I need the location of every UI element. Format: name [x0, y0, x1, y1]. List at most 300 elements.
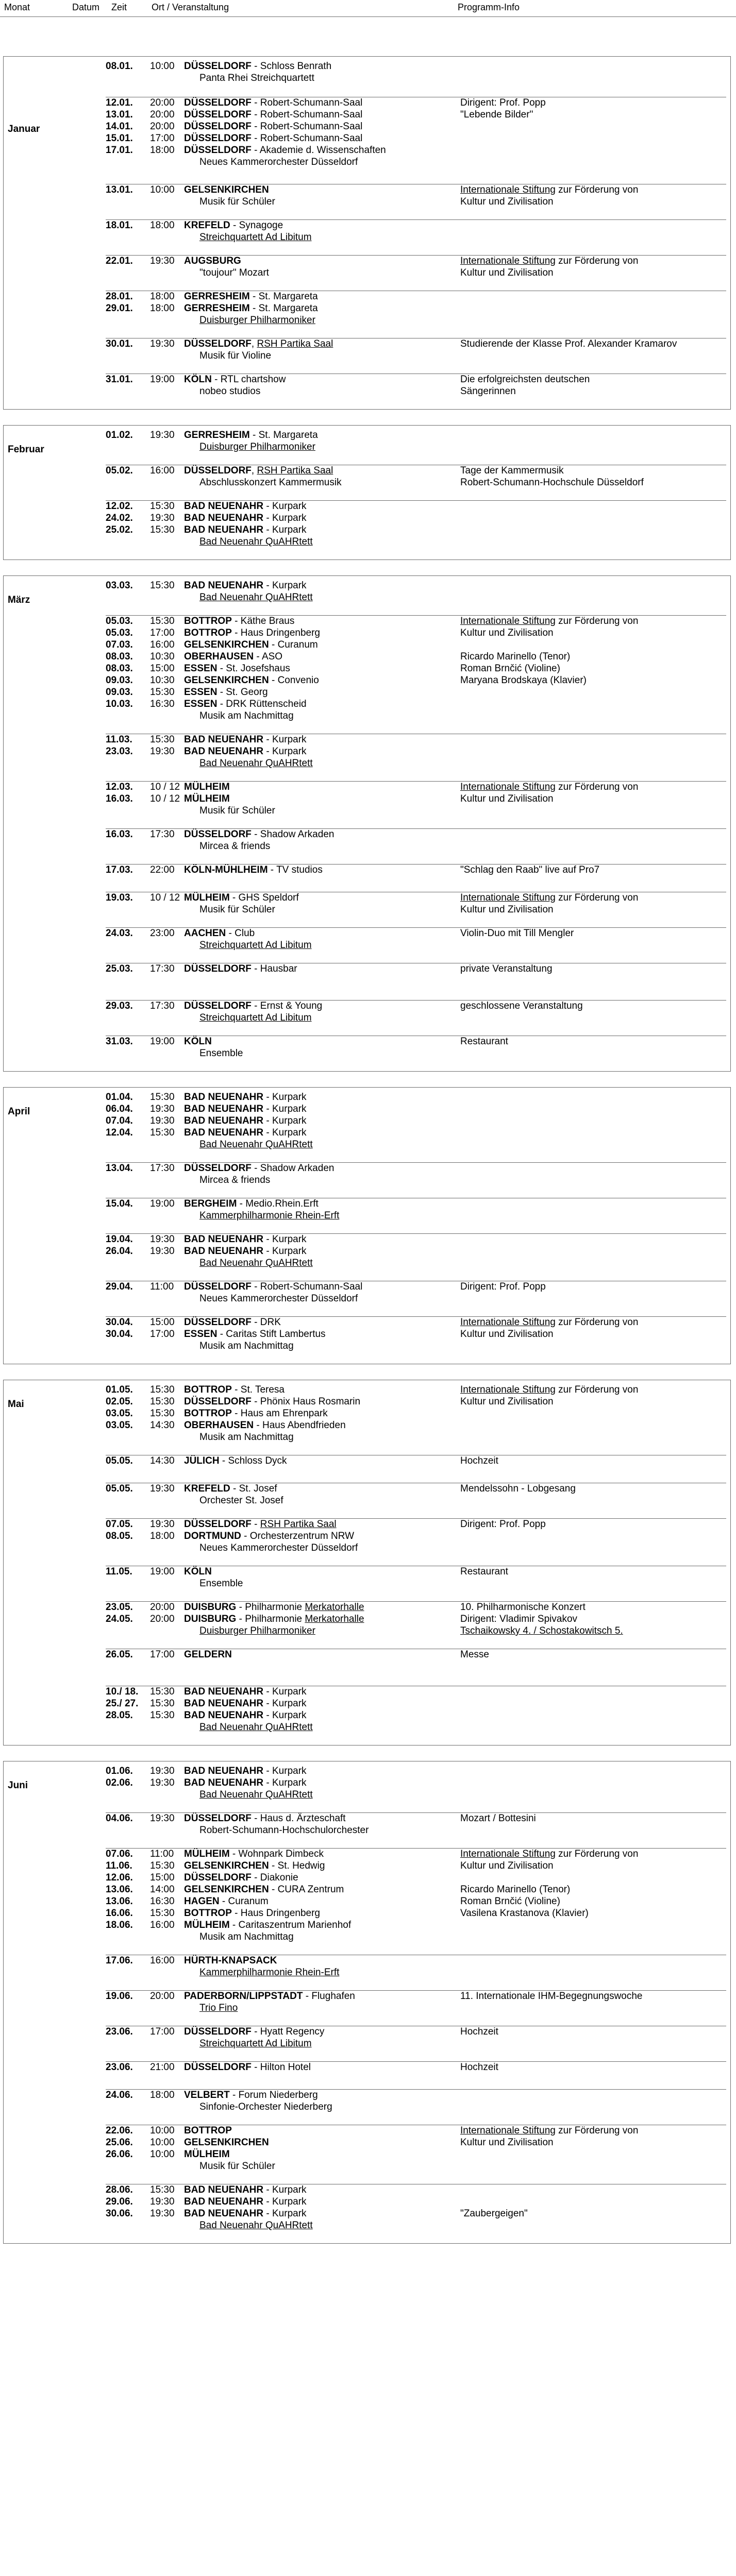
event-date: 05.03. [106, 616, 133, 626]
event-place [184, 1246, 307, 1257]
event-venue: - Schloss Benrath [251, 61, 332, 72]
event-venue: - Hausbar [251, 963, 297, 974]
event-city: DORTMUND [184, 1531, 241, 1541]
event-city: ESSEN [184, 1329, 218, 1340]
program-info: Kultur und Zivilisation [460, 1860, 554, 1871]
ensemble-link[interactable]: Kammerphilharmonie Rhein-Erft [199, 1967, 340, 1978]
foundation-link[interactable]: Internationale Stiftung [460, 2125, 556, 2136]
event-venue-link[interactable]: RSH Partika Saal [260, 1519, 337, 1530]
event-time: 17:00 [150, 1329, 175, 1340]
event-row [106, 1246, 726, 1258]
event-city: BOTTROP [184, 1384, 232, 1395]
event-row [106, 651, 726, 663]
event-city: GERRESHEIM [184, 291, 250, 302]
event-city: DÜSSELDORF [184, 97, 252, 108]
event-time: 17:30 [150, 1001, 175, 1011]
event-time: 10:00 [150, 184, 175, 195]
event-city: DÜSSELDORF [184, 121, 252, 132]
event-place [184, 892, 299, 904]
ensemble-link[interactable]: Bad Neuenahr QuAHRtett [199, 2220, 313, 2231]
program-info: Dirigent: Vladimir Spivakov [460, 1614, 578, 1624]
event-place [184, 1127, 307, 1139]
event-time: 15:00 [150, 1317, 175, 1328]
program-info: Tage der Kammermusik [460, 465, 564, 476]
program-info [460, 1849, 638, 1860]
event-row [106, 2137, 726, 2149]
ensemble-link[interactable]: Bad Neuenahr QuAHRtett [199, 536, 313, 547]
ensemble-link[interactable]: Streichquartett Ad Libitum [199, 2038, 312, 2049]
event-row [106, 2026, 726, 2038]
program-info: "Schlag den Raab" live auf Pro7 [460, 865, 600, 875]
ensemble-name: Neues Kammerorchester Düsseldorf [199, 1293, 358, 1304]
event-row [106, 1602, 726, 1614]
event-group [106, 1316, 726, 1361]
event-city: GELSENKIRCHEN [184, 184, 269, 195]
event-venue-link[interactable]: Merkatorhalle [305, 1614, 364, 1624]
event-date: 29.04. [106, 1281, 133, 1292]
program-info: private Veranstaltung [460, 963, 553, 974]
event-venue: - Kurpark [263, 1115, 307, 1126]
event-place [184, 782, 230, 793]
event-date: 18.06. [106, 1920, 133, 1930]
event-venue: - Hilton Hotel [251, 2062, 311, 2073]
ensemble-link[interactable]: Bad Neuenahr QuAHRtett [199, 1258, 313, 1268]
event-venue: - Shadow Arkaden [251, 829, 334, 840]
ensemble-link[interactable]: Streichquartett Ad Libitum [199, 232, 312, 243]
event-venue: - Haus Dringenberg [231, 1908, 320, 1919]
event-time: 10:00 [150, 2137, 175, 2148]
event-time: 16:30 [150, 699, 175, 709]
event-time: 18:00 [150, 145, 175, 156]
event-row [106, 746, 726, 758]
event-place [184, 628, 320, 639]
event-ensemble-row [106, 267, 726, 279]
event-time: 14:30 [150, 1455, 175, 1466]
event-row [106, 1317, 726, 1329]
event-place [184, 1649, 232, 1660]
event-place [184, 1519, 337, 1530]
event-venue: - St. Georg [217, 687, 268, 698]
event-group [106, 500, 726, 556]
program-info [460, 2125, 638, 2137]
event-city: DÜSSELDORF [184, 61, 252, 72]
event-ensemble-row [106, 1175, 726, 1187]
event-date: 23.06. [106, 2026, 133, 2037]
event-venue: - GHS Speldorf [229, 892, 299, 903]
event-place [184, 1531, 354, 1542]
event-date: 25./ 27. [106, 1698, 139, 1709]
event-group [106, 927, 726, 963]
event-ensemble-row [106, 1432, 726, 1444]
event-time: 15:30 [150, 616, 175, 626]
event-place [184, 513, 307, 524]
event-place [184, 1614, 364, 1625]
ensemble-link[interactable]: Kammerphilharmonie Rhein-Erft [199, 1210, 340, 1221]
event-row [106, 1884, 726, 1896]
event-date: 10./ 18. [106, 1686, 139, 1697]
event-row [106, 628, 726, 639]
program-info: Dirigent: Prof. Popp [460, 1519, 546, 1530]
program-info: Robert-Schumann-Hochschule Düsseldorf [460, 477, 644, 488]
event-city: DÜSSELDORF [184, 109, 252, 120]
event-city: DÜSSELDORF [184, 1163, 252, 1174]
event-date: 29.03. [106, 1001, 133, 1011]
event-place [184, 2208, 307, 2219]
event-city: KÖLN [184, 1036, 212, 1047]
event-place [184, 1384, 285, 1396]
event-venue: - Kurpark [263, 1686, 307, 1697]
event-venue: - Diakonie [251, 1872, 298, 1883]
event-venue: - Orchesterzentrum NRW [241, 1531, 355, 1541]
program-info: Kultur und Zivilisation [460, 904, 554, 915]
ensemble-link[interactable]: Streichquartett Ad Libitum [199, 940, 312, 951]
month-label: März [8, 595, 30, 605]
event-venue: - Kurpark [263, 1234, 307, 1245]
foundation-link[interactable]: Internationale Stiftung [460, 616, 556, 626]
event-city: DÜSSELDORF [184, 145, 252, 156]
event-time: 17:30 [150, 1163, 175, 1174]
event-group [106, 1812, 726, 1848]
event-date: 08.05. [106, 1531, 133, 1541]
event-venue-link[interactable]: Merkatorhalle [305, 1602, 364, 1613]
event-city: HAGEN [184, 1896, 220, 1907]
ensemble-name: Abschlusskonzert Kammermusik [199, 477, 342, 488]
event-date: 30.06. [106, 2208, 133, 2219]
ensemble-link[interactable]: Duisburger Philharmoniker [199, 315, 315, 326]
event-time: 19:30 [150, 1777, 175, 1788]
event-date: 16.06. [106, 1908, 133, 1919]
event-city: BAD NEUENAHR [184, 513, 264, 523]
col-monat: Monat [4, 2, 30, 12]
event-place [184, 793, 230, 805]
foundation-link[interactable]: Internationale Stiftung [460, 782, 556, 792]
event-city: BAD NEUENAHR [184, 734, 264, 745]
event-city: GELSENKIRCHEN [184, 2137, 269, 2148]
event-row [106, 1483, 726, 1495]
foundation-link[interactable]: Internationale Stiftung [460, 256, 556, 266]
event-venue: - Medio.Rhein.Erft [237, 1198, 319, 1209]
event-city: DÜSSELDORF [184, 1001, 252, 1011]
event-date: 12.02. [106, 501, 133, 512]
event-row [106, 1198, 726, 1210]
event-city: KREFELD [184, 220, 230, 231]
event-place [184, 1163, 334, 1174]
event-row [106, 1408, 726, 1420]
event-date: 18.01. [106, 220, 133, 231]
event-venue: - Ernst & Young [251, 1001, 323, 1011]
program-info [460, 256, 638, 267]
event-time: 20:00 [150, 121, 175, 132]
event-row [106, 1420, 726, 1432]
event-time: 15:30 [150, 2184, 175, 2195]
event-group [106, 1162, 726, 1198]
event-date: 30.01. [106, 338, 133, 349]
event-venue: - Wohnpark Dimbeck [229, 1849, 324, 1859]
event-city: BAD NEUENAHR [184, 2208, 264, 2219]
event-group [106, 2125, 726, 2184]
event-group [106, 2026, 726, 2061]
ensemble-name: Panta Rhei Streichquartett [199, 73, 314, 83]
event-city: DÜSSELDORF [184, 1872, 252, 1883]
month-block [3, 1087, 731, 1364]
program-info-text: zur Förderung von [555, 782, 639, 792]
event-row [106, 865, 726, 876]
event-city: BAD NEUENAHR [184, 2196, 264, 2207]
event-date: 15.01. [106, 133, 133, 144]
event-ensemble-row [106, 1931, 726, 1943]
event-time: 18:00 [150, 291, 175, 302]
program-info: Hochzeit [460, 1455, 498, 1466]
event-venue-link[interactable]: RSH Partika Saal [257, 338, 333, 349]
event-place [184, 374, 286, 385]
event-city: BAD NEUENAHR [184, 1104, 264, 1114]
event-row [106, 1115, 726, 1127]
ensemble-link[interactable]: Bad Neuenahr QuAHRtett [199, 1789, 313, 1800]
event-date: 05.03. [106, 628, 133, 638]
event-time: 15:30 [150, 1384, 175, 1395]
event-date: 11.06. [106, 1860, 132, 1871]
event-place [184, 663, 290, 674]
event-date: 11.03. [106, 734, 132, 745]
event-place [184, 1955, 277, 1967]
event-row [106, 1766, 726, 1777]
event-place [184, 699, 307, 710]
event-city: DÜSSELDORF [184, 338, 252, 349]
foundation-link[interactable]: Internationale Stiftung [460, 184, 556, 195]
program-info: Sängerinnen [460, 386, 516, 397]
event-city: BERGHEIM [184, 1198, 237, 1209]
event-city: KÖLN-MÜHLHEIM [184, 865, 268, 875]
event-time: 10:30 [150, 675, 175, 686]
event-place [184, 1884, 344, 1895]
event-row [106, 109, 726, 121]
event-date: 12.03. [106, 782, 133, 792]
event-place [184, 1991, 355, 2002]
ensemble-name: "toujour" Mozart [199, 267, 269, 278]
col-ort: Ort / Veranstaltung [152, 2, 229, 12]
event-row [106, 1234, 726, 1246]
event-ensemble-row [106, 1578, 726, 1590]
event-date: 08.03. [106, 651, 133, 662]
event-row [106, 1531, 726, 1543]
event-venue: - St. Josefshaus [217, 663, 290, 674]
event-venue-link[interactable]: RSH Partika Saal [257, 465, 333, 476]
event-time: 15:30 [150, 1908, 175, 1919]
event-time: 16:00 [150, 1955, 175, 1966]
event-row [106, 793, 726, 805]
event-time: 20:00 [150, 109, 175, 120]
col-zeit: Zeit [111, 2, 127, 12]
event-place [184, 1092, 307, 1103]
event-venue: - Kurpark [263, 1710, 307, 1721]
event-time: 19:30 [150, 338, 175, 349]
event-time: 18:00 [150, 1531, 175, 1541]
program-info: Vasilena Krastanova (Klavier) [460, 1908, 589, 1919]
event-date: 01.06. [106, 1766, 133, 1776]
ensemble-link[interactable]: Trio Fino [199, 2003, 238, 2013]
event-city: BOTTROP [184, 628, 232, 638]
program-info: geschlossene Veranstaltung [460, 1001, 583, 1011]
ensemble-link[interactable]: Duisburger Philharmoniker [199, 442, 315, 452]
event-date: 13.01. [106, 109, 133, 120]
event-city: GELDERN [184, 1649, 232, 1660]
program-info: 10. Philharmonische Konzert [460, 1602, 586, 1613]
event-row [106, 184, 726, 196]
event-row [106, 2184, 726, 2196]
event-city: GELSENKIRCHEN [184, 1884, 269, 1895]
event-time: 11:00 [150, 1849, 174, 1859]
event-place [184, 501, 307, 512]
ensemble-link[interactable]: Bad Neuenahr QuAHRtett [199, 1139, 313, 1150]
col-datum: Datum [72, 2, 100, 12]
event-time: 17:00 [150, 628, 175, 638]
event-place [184, 145, 386, 156]
event-group [106, 61, 726, 97]
event-ensemble-row [106, 2038, 726, 2050]
event-city: GELSENKIRCHEN [184, 675, 269, 686]
event-ensemble-row [106, 1048, 726, 1060]
event-group [106, 1601, 726, 1649]
event-place [184, 1908, 320, 1919]
event-city: MÜLHEIM [184, 793, 230, 804]
event-date: 28.01. [106, 291, 133, 302]
event-place [184, 651, 282, 663]
event-place [184, 465, 333, 477]
event-time: 15:30 [150, 1698, 175, 1709]
event-venue: - Philharmonie [236, 1602, 305, 1613]
month-block [3, 1761, 731, 2244]
event-city: BAD NEUENAHR [184, 1246, 264, 1257]
event-venue: - Kurpark [263, 1092, 307, 1103]
event-city: KREFELD [184, 1483, 230, 1494]
event-place [184, 291, 318, 302]
event-place [184, 1317, 281, 1328]
event-venue: - Robert-Schumann-Saal [251, 97, 363, 108]
event-place [184, 1872, 298, 1884]
event-place [184, 1896, 269, 1907]
event-row [106, 1104, 726, 1115]
foundation-link[interactable]: Internationale Stiftung [460, 1849, 556, 1859]
event-ensemble-row [106, 1012, 726, 1024]
event-place [184, 1766, 307, 1777]
program-info: Die erfolgreichsten deutschen [460, 374, 590, 385]
event-time: 18:00 [150, 2090, 175, 2100]
event-row [106, 699, 726, 710]
event-venue: - Philharmonie [236, 1614, 305, 1624]
event-row [106, 2196, 726, 2208]
event-group [106, 734, 726, 781]
event-date: 15.04. [106, 1198, 133, 1209]
event-date: 05.05. [106, 1455, 133, 1466]
event-time: 16:00 [150, 1920, 175, 1930]
foundation-link[interactable]: Internationale Stiftung [460, 892, 556, 903]
event-time: 19:30 [150, 1766, 175, 1776]
event-city: MÜLHEIM [184, 782, 230, 792]
event-date: 04.06. [106, 1813, 133, 1824]
event-venue: - Kurpark [263, 1777, 307, 1788]
event-date: 07.03. [106, 639, 133, 650]
event-place [184, 61, 331, 72]
ensemble-link[interactable]: Duisburger Philharmoniker [199, 1625, 315, 1636]
event-date: 13.04. [106, 1163, 133, 1174]
event-date: 12.04. [106, 1127, 133, 1138]
event-venue: - Kurpark [263, 580, 307, 591]
event-city: ESSEN [184, 699, 218, 709]
program-info: Restaurant [460, 1036, 508, 1047]
ensemble-link[interactable]: Bad Neuenahr QuAHRtett [199, 758, 313, 769]
event-venue: - Robert-Schumann-Saal [251, 133, 363, 144]
program-info: Violin-Duo mit Till Mengler [460, 928, 574, 939]
event-date: 26.05. [106, 1649, 133, 1660]
foundation-link[interactable]: Internationale Stiftung [460, 1384, 556, 1395]
event-date: 28.06. [106, 2184, 133, 2195]
event-ensemble-row [106, 350, 726, 362]
ensemble-name: Musik für Schüler [199, 904, 275, 915]
event-ensemble-row [106, 1341, 726, 1352]
event-venue: - Phönix Haus Rosmarin [251, 1396, 361, 1407]
ensemble-name: Musik am Nachmittag [199, 1432, 294, 1443]
month-label: Januar [8, 124, 40, 134]
event-venue: - Robert-Schumann-Saal [251, 109, 363, 120]
program-info: Hochzeit [460, 2062, 498, 2073]
event-venue: - DRK Rüttenscheid [217, 699, 307, 709]
event-venue: - Kurpark [263, 1766, 307, 1776]
event-ensemble-row [106, 315, 726, 327]
event-place [184, 1860, 325, 1872]
event-time: 19:30 [150, 1246, 175, 1257]
event-group [106, 963, 726, 1000]
event-group [106, 1000, 726, 1036]
event-ensemble-row [106, 1722, 726, 1734]
event-row [106, 2208, 726, 2220]
event-date: 02.06. [106, 1777, 133, 1788]
event-row [106, 734, 726, 746]
event-time: 15:30 [150, 1860, 175, 1871]
event-date: 22.01. [106, 256, 133, 266]
event-time: 16:00 [150, 639, 175, 650]
ensemble-link[interactable]: Streichquartett Ad Libitum [199, 1012, 312, 1023]
event-ensemble-row [106, 592, 726, 604]
ensemble-name: Neues Kammerorchester Düsseldorf [199, 1543, 358, 1553]
event-city: KÖLN [184, 374, 212, 385]
event-time: 15:30 [150, 524, 175, 535]
event-place [184, 1104, 307, 1115]
event-row [106, 524, 726, 536]
program-info-text: zur Förderung von [555, 1384, 639, 1395]
event-place [184, 2125, 232, 2137]
program-info-text: zur Förderung von [555, 256, 639, 266]
program-info: Restaurant [460, 1566, 508, 1577]
event-group [106, 2089, 726, 2125]
event-time: 15:30 [150, 687, 175, 698]
ensemble-link[interactable]: Bad Neuenahr QuAHRtett [199, 592, 313, 603]
event-date: 24.03. [106, 928, 133, 939]
foundation-link[interactable]: Internationale Stiftung [460, 1317, 556, 1328]
event-row [106, 616, 726, 628]
event-city: BAD NEUENAHR [184, 501, 264, 512]
event-venue: - Haus Abendfrieden [254, 1420, 346, 1431]
program-info: Mendelssohn - Lobgesang [460, 1483, 576, 1494]
event-row [106, 291, 726, 303]
event-time: 19:30 [150, 746, 175, 757]
event-row [106, 782, 726, 793]
event-group [106, 465, 726, 500]
event-ensemble-row [106, 1825, 726, 1837]
event-place [184, 639, 318, 651]
ensemble-link[interactable]: Bad Neuenahr QuAHRtett [199, 1722, 313, 1733]
program-info-text: zur Förderung von [555, 1849, 639, 1859]
event-venue: - Schloss Dyck [219, 1455, 287, 1466]
